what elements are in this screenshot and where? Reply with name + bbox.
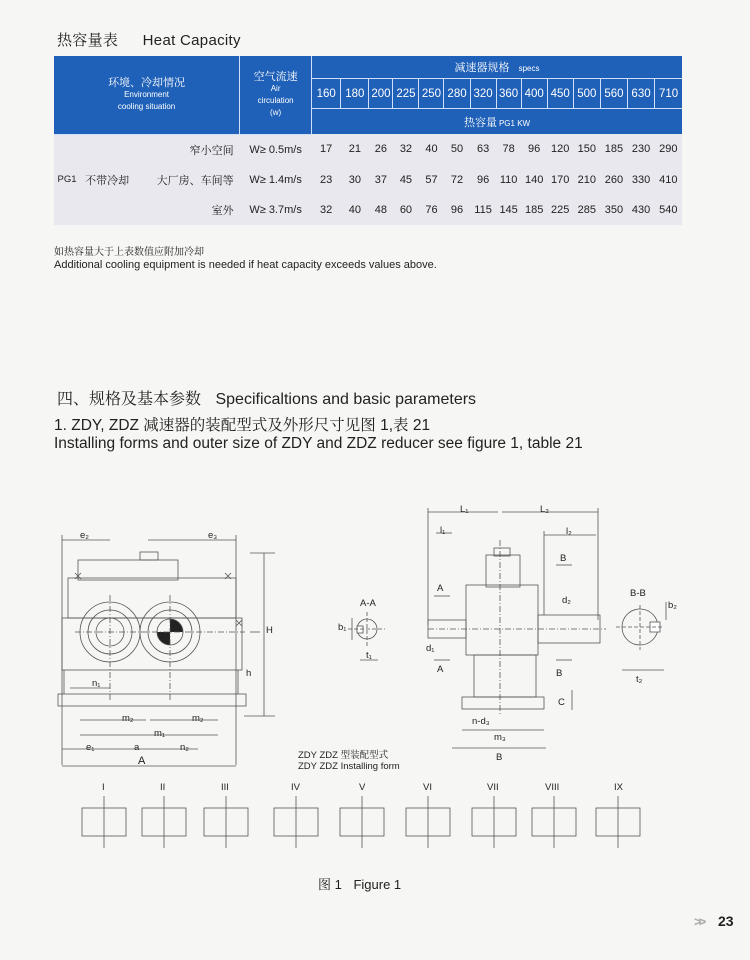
env-header-en2: cooling situation: [117, 101, 176, 111]
size-cell: 320: [470, 79, 496, 109]
size-cell: 200: [369, 79, 393, 109]
label-t1: t₁: [366, 650, 372, 661]
label-H: H: [266, 625, 273, 636]
value-cell: 185: [521, 195, 547, 225]
size-cell: 250: [419, 79, 444, 109]
install-form-4: [274, 796, 318, 848]
speed-label: W≥ 1.4m/s: [240, 165, 312, 195]
spec-heading-cn: 四、规格及基本参数: [57, 391, 202, 408]
value-cell: 40: [419, 134, 444, 165]
label-m2b: m₂: [192, 713, 204, 724]
label-m1: m₁: [154, 728, 166, 739]
table-row: [54, 134, 682, 165]
label-b1: b₁: [338, 622, 347, 633]
value-cell: 260: [600, 165, 627, 195]
value-cell: 78: [496, 134, 521, 165]
env-header-cn: 环境、冷却情况: [108, 76, 186, 89]
value-cell: 330: [627, 165, 654, 195]
install-form-7: [472, 796, 516, 848]
value-cell: 540: [655, 195, 682, 225]
value-cell: 21: [341, 134, 369, 165]
cooling-label: 不带冷却: [80, 134, 134, 225]
specs-header-en: specs: [518, 64, 540, 73]
form-label: VI: [423, 782, 432, 793]
label-b2: b₂: [668, 600, 677, 611]
figure-caption-en: Figure 1: [353, 877, 402, 892]
install-caption-en: ZDY ZDZ Installing form: [298, 761, 400, 772]
install-form-6: [406, 796, 450, 848]
chevron-icon: >>: [694, 914, 704, 929]
size-cell: 360: [496, 79, 521, 109]
label-n-d3: n-d₃: [472, 716, 490, 727]
value-cell: 350: [600, 195, 627, 225]
specs-header: [312, 56, 682, 79]
note-cn: 如热容量大于上表数值应附加冷却: [54, 247, 204, 258]
form-label: VIII: [545, 782, 560, 793]
label-m3: m₃: [494, 732, 506, 743]
form-label: IX: [614, 782, 623, 793]
place-label: 室外: [134, 195, 239, 225]
label-L1: L₁: [460, 504, 469, 515]
size-cell: 160: [312, 79, 341, 109]
value-cell: 430: [627, 195, 654, 225]
value-cell: 17: [312, 134, 341, 165]
figure-caption-cn: 图 1: [318, 877, 342, 892]
size-cell: 630: [627, 79, 654, 109]
table-row: [54, 195, 682, 225]
label-n1: n₁: [92, 678, 101, 689]
page-number: 23: [718, 913, 734, 929]
form-label: VII: [487, 782, 499, 793]
place-label: 窄小空间: [134, 134, 239, 165]
specs-header-cn: 减速器规格: [454, 62, 510, 74]
heat-title-cn: 热容量表: [57, 32, 119, 49]
label-h: h: [246, 668, 252, 679]
air-header-en1: Air: [270, 83, 281, 93]
value-cell: 110: [496, 165, 521, 195]
size-cell: 500: [573, 79, 600, 109]
value-cell: 150: [573, 134, 600, 165]
value-cell: 45: [393, 165, 419, 195]
install-form-9: [596, 796, 640, 848]
value-cell: 50: [444, 134, 470, 165]
value-cell: 60: [393, 195, 419, 225]
install-form-1: [82, 796, 126, 848]
speed-label: W≥ 0.5m/s: [240, 134, 312, 165]
size-cell: 225: [393, 79, 419, 109]
label-C: C: [558, 697, 565, 708]
label-A: A: [138, 755, 146, 767]
label-l2: l₂: [566, 526, 572, 537]
size-cell: 280: [444, 79, 470, 109]
label-t2: t₂: [636, 674, 643, 685]
value-cell: 185: [600, 134, 627, 165]
value-cell: 63: [470, 134, 496, 165]
table-row: [54, 165, 682, 195]
value-cell: 23: [312, 165, 341, 195]
side-view: [428, 508, 606, 748]
value-cell: 140: [521, 165, 547, 195]
install-form-5: [340, 796, 384, 848]
air-header-cn: 空气流速: [253, 70, 298, 83]
pg-label: PG1: [54, 134, 80, 225]
label-a: a: [134, 742, 140, 753]
value-cell: 40: [341, 195, 369, 225]
section-b-b: [616, 602, 666, 670]
place-label: 大厂房、车间等: [134, 165, 239, 195]
note-en: Additional cooling equipment is needed if heat capacity exceeds values above.: [54, 259, 437, 271]
label-l1: l₁: [440, 525, 446, 536]
size-cell: 450: [547, 79, 573, 109]
form-label: V: [359, 782, 366, 793]
value-cell: 96: [444, 195, 470, 225]
value-cell: 285: [573, 195, 600, 225]
label-b-top: B: [560, 553, 567, 564]
spec-heading: [57, 386, 476, 409]
value-cell: 96: [470, 165, 496, 195]
figure-caption: [318, 874, 401, 893]
install-form-2: [142, 796, 186, 848]
capacity-header: [312, 109, 682, 135]
value-cell: 210: [573, 165, 600, 195]
capacity-header-en: PG1 KW: [498, 118, 531, 128]
value-cell: 37: [369, 165, 393, 195]
capacity-header-cn: 热容量: [463, 116, 497, 129]
label-m2a: m₂: [122, 713, 134, 724]
value-cell: 48: [369, 195, 393, 225]
value-cell: 225: [547, 195, 573, 225]
speed-label: W≥ 3.7m/s: [240, 195, 312, 225]
spec-line-1: 1. ZDY, ZDZ 减速器的装配型式及外形尺寸见图 1,表 21: [54, 417, 431, 434]
value-cell: 32: [312, 195, 341, 225]
label-b-b: B-B: [630, 588, 646, 599]
spec-line-2: Installing forms and outer size of ZDY and ZDZ reducer see figure 1, table 21: [54, 435, 583, 452]
size-cell: 710: [655, 79, 682, 109]
value-cell: 96: [521, 134, 547, 165]
value-cell: 30: [341, 165, 369, 195]
form-label: I: [102, 782, 105, 793]
value-cell: 410: [655, 165, 682, 195]
label-a-a: A-A: [360, 598, 376, 609]
label-a-up: A: [437, 583, 444, 594]
value-cell: 72: [444, 165, 470, 195]
value-cell: 76: [419, 195, 444, 225]
label-b-bottom: B: [496, 752, 503, 763]
front-view: [58, 535, 275, 766]
value-cell: 57: [419, 165, 444, 195]
heat-capacity-title: [57, 29, 241, 50]
installing-forms: [82, 796, 640, 848]
heat-capacity-table: [54, 56, 682, 225]
value-cell: 170: [547, 165, 573, 195]
env-header: [54, 56, 240, 134]
spec-heading-en: Specificaltions and basic parameters: [215, 391, 477, 408]
air-header-unit: (w): [270, 107, 282, 117]
form-label: IV: [291, 782, 300, 793]
install-caption-cn: ZDY ZDZ 型装配型式: [298, 750, 389, 761]
form-label: III: [221, 782, 229, 793]
label-L2: L₂: [540, 504, 549, 515]
heat-title-en: Heat Capacity: [142, 32, 241, 49]
air-header-en2: circulation: [257, 95, 294, 105]
value-cell: 115: [470, 195, 496, 225]
air-header: [240, 56, 312, 134]
value-cell: 290: [655, 134, 682, 165]
install-form-8: [532, 796, 576, 848]
label-e3: e₃: [208, 530, 218, 541]
install-form-3: [204, 796, 248, 848]
value-cell: 32: [393, 134, 419, 165]
label-a-down: A: [437, 664, 444, 675]
label-e2: e₂: [80, 530, 89, 541]
size-cell: 400: [521, 79, 547, 109]
value-cell: 230: [627, 134, 654, 165]
label-b-down: B: [556, 668, 563, 679]
size-cell: 180: [341, 79, 369, 109]
env-header-en1: Environment: [124, 89, 170, 99]
label-d1: d₁: [426, 643, 435, 654]
value-cell: 120: [547, 134, 573, 165]
label-n2: n₂: [180, 742, 189, 753]
size-cell: 560: [600, 79, 627, 109]
value-cell: 26: [369, 134, 393, 165]
value-cell: 145: [496, 195, 521, 225]
form-label: II: [160, 782, 166, 793]
label-e1: e₁: [86, 742, 95, 753]
label-d2: d₂: [562, 595, 571, 606]
